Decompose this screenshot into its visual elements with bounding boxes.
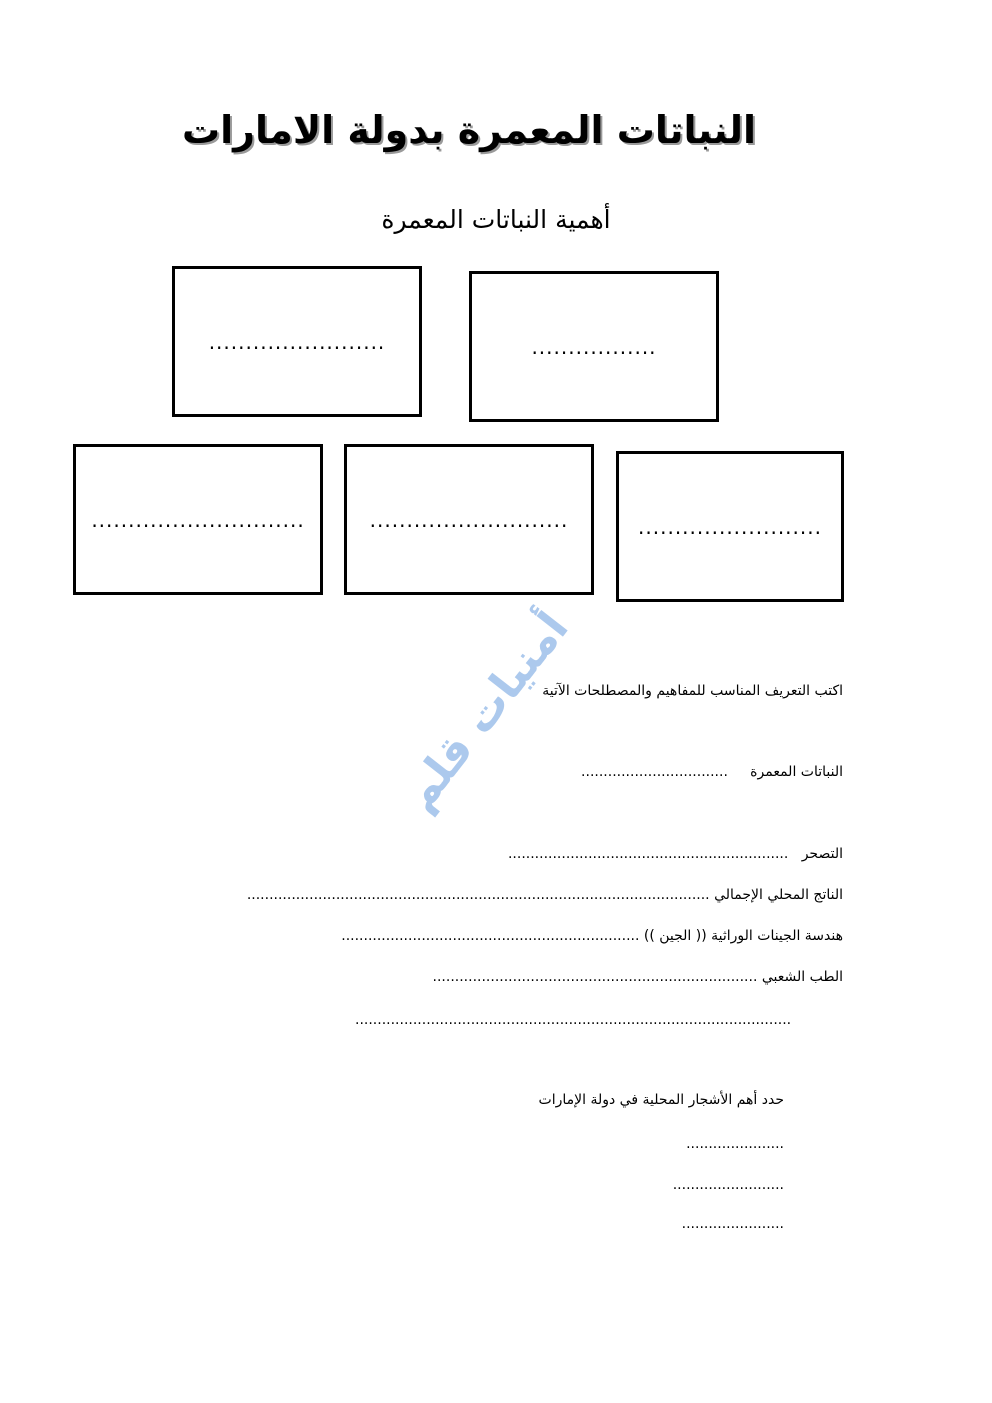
- tree-blank[interactable]: ......................: [686, 1136, 784, 1152]
- trees-instruction: حدد أهم الأشجار المحلية في دولة الإمارات: [538, 1092, 784, 1108]
- answer-box-blank: .........................: [638, 514, 822, 539]
- definition-row: [341, 928, 843, 944]
- definition-term: النباتات المعمرة: [750, 764, 843, 780]
- answer-box-blank: .............................: [91, 507, 305, 532]
- definition-term: الناتج المحلي الإجمالي: [714, 887, 843, 903]
- definition-term: الطب الشعبي: [761, 969, 843, 985]
- definition-blank[interactable]: ...................................................................: [341, 928, 640, 944]
- definition-blank[interactable]: .................................: [581, 764, 728, 780]
- answer-box-top-right[interactable]: [469, 271, 719, 422]
- tree-blank[interactable]: .........................: [672, 1177, 784, 1193]
- definition-row: [247, 887, 843, 903]
- tree-blank[interactable]: .......................: [681, 1216, 784, 1232]
- definition-row: [508, 846, 843, 862]
- extra-blank-line[interactable]: ..................................................................................................: [355, 1012, 792, 1028]
- answer-box-blank: .................: [531, 334, 657, 359]
- watermark: أمنيات قلم: [393, 602, 579, 820]
- answer-box-top-left[interactable]: [172, 266, 422, 417]
- page-title: النباتات المعمرة بدولة الامارات: [181, 108, 757, 152]
- answer-box-bottom-right[interactable]: [616, 451, 844, 602]
- answer-box-blank: ...........................: [369, 507, 569, 532]
- answer-box-bottom-left[interactable]: [73, 444, 323, 595]
- definition-blank[interactable]: ........................................................................................................: [246, 887, 710, 903]
- definition-term: هندسة الجينات الوراثية (( الجين )): [643, 928, 843, 944]
- answer-box-bottom-middle[interactable]: [344, 444, 594, 595]
- definition-row: [581, 764, 843, 780]
- definitions-instruction: اكتب التعريف المناسب للمفاهيم والمصطلحات الآتية: [542, 683, 843, 699]
- definition-blank[interactable]: .........................................................................: [432, 969, 758, 985]
- definition-row: [433, 969, 843, 985]
- answer-box-blank: ........................: [208, 329, 386, 354]
- section-subtitle: أهمية النباتات المعمرة: [381, 205, 611, 234]
- definition-blank[interactable]: ...............................................................: [507, 846, 789, 862]
- definition-term: التصحر: [801, 846, 843, 862]
